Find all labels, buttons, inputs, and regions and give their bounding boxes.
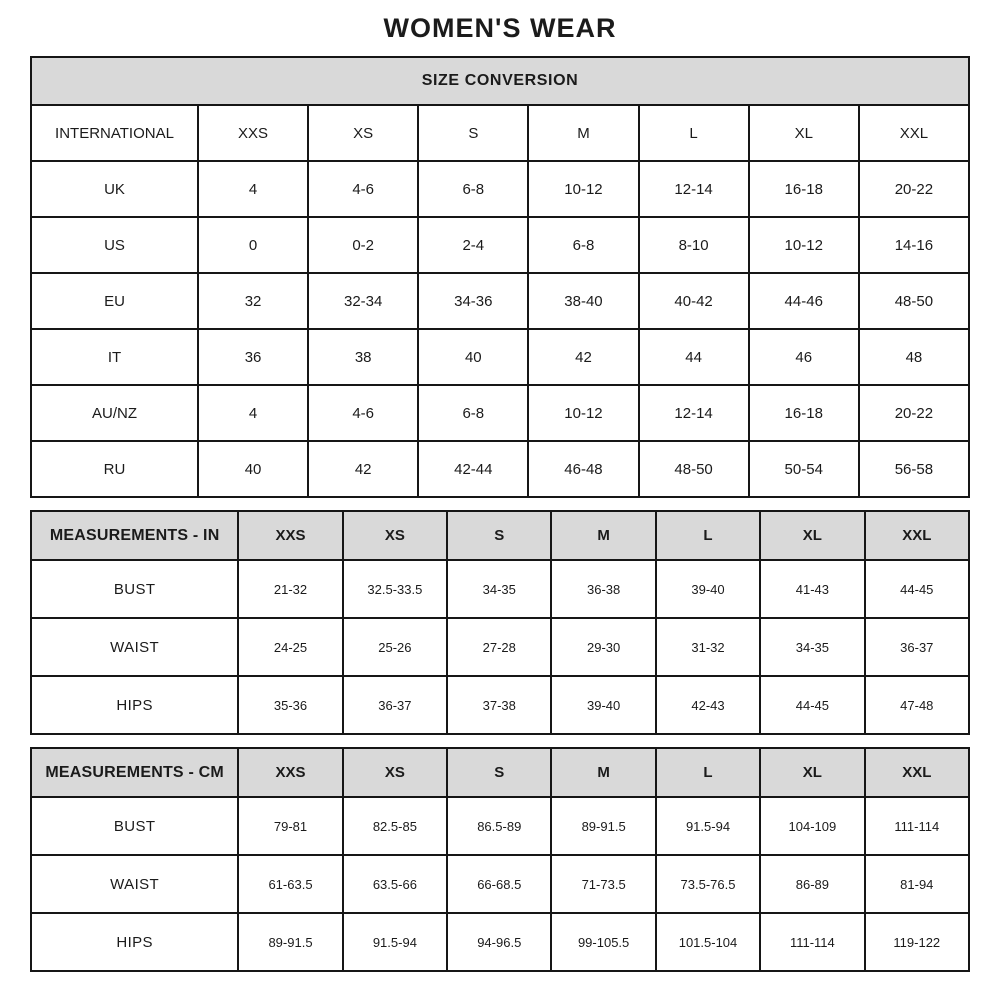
measurement-value: 81-94 — [865, 855, 969, 913]
row-label: HIPS — [31, 913, 238, 971]
size-value: 10-12 — [528, 161, 638, 217]
size-conversion-header-row — [31, 57, 969, 105]
measurement-value: 35-36 — [238, 676, 342, 734]
table-row — [31, 855, 969, 913]
size-column-header: M — [551, 511, 655, 560]
measurement-value: 36-37 — [865, 618, 969, 676]
size-value: 4 — [198, 161, 308, 217]
size-value: 4-6 — [308, 385, 418, 441]
size-column-header: XXS — [238, 511, 342, 560]
size-value: S — [418, 105, 528, 161]
size-value: 48-50 — [639, 441, 749, 497]
size-value: 10-12 — [528, 385, 638, 441]
measurement-value: 24-25 — [238, 618, 342, 676]
size-column-header: L — [656, 511, 760, 560]
size-value: 48 — [859, 329, 969, 385]
measurements-header-row — [31, 511, 969, 560]
page-title: WOMEN'S WEAR — [383, 13, 617, 43]
table-row — [31, 913, 969, 971]
size-value: 44-46 — [749, 273, 859, 329]
size-value: 16-18 — [749, 385, 859, 441]
measurement-value: 39-40 — [656, 560, 760, 618]
measurement-value: 34-35 — [447, 560, 551, 618]
size-column-header: M — [551, 748, 655, 797]
size-column-header: XS — [343, 511, 447, 560]
size-value: XXL — [859, 105, 969, 161]
size-value: 10-12 — [749, 217, 859, 273]
table-row — [31, 618, 969, 676]
size-value: 36 — [198, 329, 308, 385]
measurement-value: 104-109 — [760, 797, 864, 855]
measurement-value: 61-63.5 — [238, 855, 342, 913]
measurement-value: 42-43 — [656, 676, 760, 734]
size-value: 32-34 — [308, 273, 418, 329]
measurement-value: 27-28 — [447, 618, 551, 676]
size-value: 0-2 — [308, 217, 418, 273]
row-label: BUST — [31, 797, 238, 855]
size-value: 48-50 — [859, 273, 969, 329]
size-column-header: S — [447, 511, 551, 560]
size-value: 46-48 — [528, 441, 638, 497]
measurement-value: 29-30 — [551, 618, 655, 676]
size-value: 6-8 — [528, 217, 638, 273]
size-column-header: S — [447, 748, 551, 797]
size-chart-page — [0, 13, 1000, 972]
measurements-cm-table — [30, 747, 970, 972]
size-value: 4 — [198, 385, 308, 441]
measurements-title: MEASUREMENTS - CM — [31, 748, 238, 797]
row-label: EU — [31, 273, 198, 329]
measurement-value: 91.5-94 — [343, 913, 447, 971]
size-value: 42 — [308, 441, 418, 497]
size-column-header: XXL — [865, 748, 969, 797]
table-row — [31, 676, 969, 734]
table-row — [31, 273, 969, 329]
size-value: 0 — [198, 217, 308, 273]
measurement-value: 89-91.5 — [551, 797, 655, 855]
size-column-header: XS — [343, 748, 447, 797]
measurement-value: 36-37 — [343, 676, 447, 734]
measurement-value: 101.5-104 — [656, 913, 760, 971]
measurement-value: 73.5-76.5 — [656, 855, 760, 913]
row-label: US — [31, 217, 198, 273]
size-value: 14-16 — [859, 217, 969, 273]
size-value: 2-4 — [418, 217, 528, 273]
table-row — [31, 217, 969, 273]
size-value: 6-8 — [418, 161, 528, 217]
size-value: 40 — [418, 329, 528, 385]
measurement-value: 99-105.5 — [551, 913, 655, 971]
size-value: 20-22 — [859, 161, 969, 217]
measurement-value: 71-73.5 — [551, 855, 655, 913]
measurement-value: 41-43 — [760, 560, 864, 618]
size-value: XS — [308, 105, 418, 161]
measurement-value: 39-40 — [551, 676, 655, 734]
size-value: 40-42 — [639, 273, 749, 329]
size-value: 34-36 — [418, 273, 528, 329]
measurement-value: 44-45 — [760, 676, 864, 734]
measurement-value: 82.5-85 — [343, 797, 447, 855]
row-label: RU — [31, 441, 198, 497]
size-value: 42 — [528, 329, 638, 385]
measurement-value: 86.5-89 — [447, 797, 551, 855]
measurement-value: 91.5-94 — [656, 797, 760, 855]
size-value: 6-8 — [418, 385, 528, 441]
size-value: 40 — [198, 441, 308, 497]
size-value: 38 — [308, 329, 418, 385]
measurement-value: 94-96.5 — [447, 913, 551, 971]
row-label: BUST — [31, 560, 238, 618]
size-conversion-table — [30, 56, 970, 498]
table-row — [31, 560, 969, 618]
row-label: INTERNATIONAL — [31, 105, 198, 161]
size-value: 42-44 — [418, 441, 528, 497]
row-label: HIPS — [31, 676, 238, 734]
measurement-value: 25-26 — [343, 618, 447, 676]
measurement-value: 34-35 — [760, 618, 864, 676]
table-row — [31, 385, 969, 441]
measurements-title: MEASUREMENTS - IN — [31, 511, 238, 560]
measurement-value: 111-114 — [760, 913, 864, 971]
row-label: WAIST — [31, 618, 238, 676]
measurement-value: 21-32 — [238, 560, 342, 618]
size-conversion-body — [31, 57, 969, 497]
measurements-in-table — [30, 510, 970, 735]
size-value: L — [639, 105, 749, 161]
size-value: 50-54 — [749, 441, 859, 497]
size-value: 4-6 — [308, 161, 418, 217]
size-value: 46 — [749, 329, 859, 385]
size-column-header: XXL — [865, 511, 969, 560]
table-row — [31, 161, 969, 217]
size-column-header: XL — [760, 748, 864, 797]
row-label: AU/NZ — [31, 385, 198, 441]
row-label: UK — [31, 161, 198, 217]
measurement-value: 37-38 — [447, 676, 551, 734]
measurement-value: 47-48 — [865, 676, 969, 734]
measurement-value: 111-114 — [865, 797, 969, 855]
measurement-value: 63.5-66 — [343, 855, 447, 913]
measurement-value: 79-81 — [238, 797, 342, 855]
table-row — [31, 441, 969, 497]
size-conversion-title: SIZE CONVERSION — [31, 57, 969, 105]
row-label: WAIST — [31, 855, 238, 913]
table-row — [31, 797, 969, 855]
size-column-header: XL — [760, 511, 864, 560]
table-row — [31, 329, 969, 385]
size-value: 12-14 — [639, 385, 749, 441]
measurement-value: 31-32 — [656, 618, 760, 676]
size-value: 8-10 — [639, 217, 749, 273]
size-column-header: L — [656, 748, 760, 797]
size-value: 12-14 — [639, 161, 749, 217]
measurement-value: 66-68.5 — [447, 855, 551, 913]
size-value: XL — [749, 105, 859, 161]
size-column-header: XXS — [238, 748, 342, 797]
size-value: 38-40 — [528, 273, 638, 329]
size-value: 20-22 — [859, 385, 969, 441]
measurement-value: 36-38 — [551, 560, 655, 618]
table-row — [31, 105, 969, 161]
row-label: IT — [31, 329, 198, 385]
measurement-value: 86-89 — [760, 855, 864, 913]
size-value: 32 — [198, 273, 308, 329]
measurement-value: 89-91.5 — [238, 913, 342, 971]
size-value: 16-18 — [749, 161, 859, 217]
measurements-cm-body — [31, 748, 969, 971]
measurements-in-body — [31, 511, 969, 734]
size-value: XXS — [198, 105, 308, 161]
measurement-value: 119-122 — [865, 913, 969, 971]
measurements-header-row — [31, 748, 969, 797]
measurement-value: 44-45 — [865, 560, 969, 618]
measurement-value: 32.5-33.5 — [343, 560, 447, 618]
size-value: 44 — [639, 329, 749, 385]
size-value: M — [528, 105, 638, 161]
size-value: 56-58 — [859, 441, 969, 497]
